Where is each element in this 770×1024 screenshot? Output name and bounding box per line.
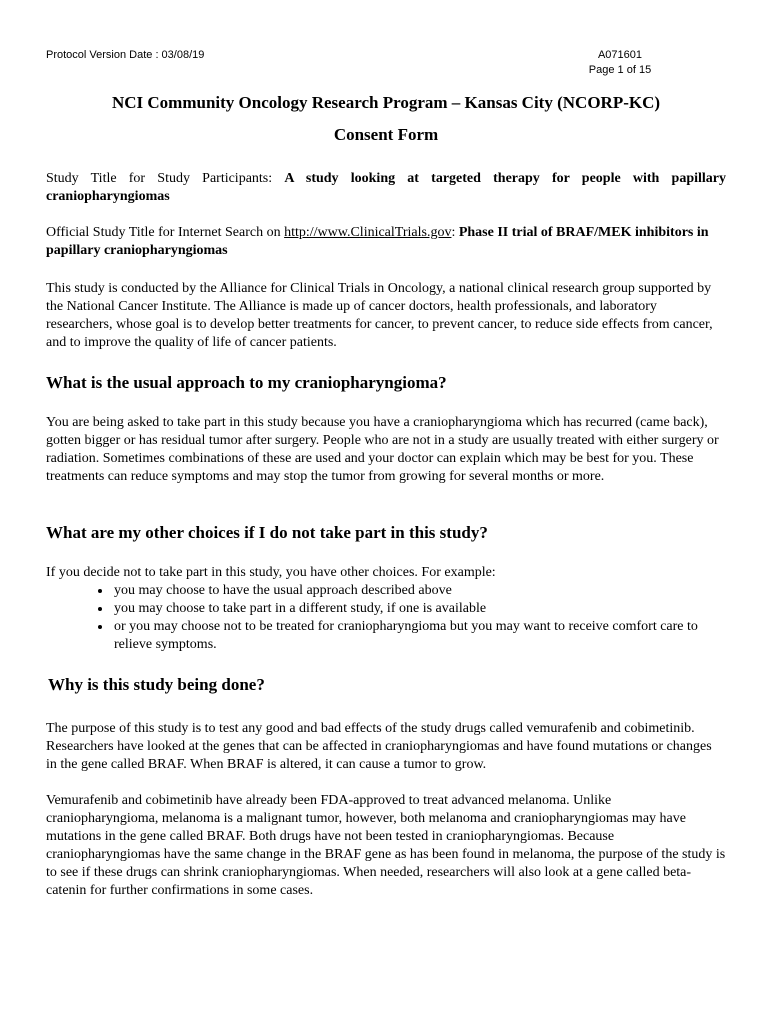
- protocol-number: A071601: [597, 49, 643, 61]
- why-done-paragraph-2: Vemurafenib and cobimetinib have already been FDA-approved to treat advanced melanoma. Unlike craniopharyngioma, melanoma is a malignant tumor, however, both melanoma and craniopharyngiomas may have mutations in the gene called BRAF. Both drugs have not been tested in craniopharyngiomas. Because craniopharyngiomas have the same change in the BRAF gene as has been found in melanoma, the purpose of the study is to see if these drugs can shrink craniopharyngiomas. When needed, researchers will also look at a gene called beta-catenin for further confirmations in some cases.: [46, 793, 726, 898]
- protocol-version-date: Protocol Version Date : 03/08/19: [46, 49, 205, 61]
- list-item: • you may choose to have the usual approach described above: [112, 582, 726, 600]
- other-choices-list: [46, 582, 726, 654]
- list-item: • or you may choose not to be treated for craniopharyngioma but you may want to receive comfort care to relieve symptoms.: [112, 618, 726, 654]
- study-title: A study looking at targeted therapy for people with papillary craniopharyngiomas: [46, 171, 726, 204]
- section-heading-usual-approach: What is the usual approach to my craniopharyngioma?: [46, 373, 447, 392]
- document-title: NCI Community Oncology Research Program – Kansas City (NCORP-KC): [111, 93, 661, 112]
- section-heading-why-done: Why is this study being done?: [48, 675, 265, 694]
- list-item: • you may choose to take part in a different study, if one is available: [112, 600, 726, 618]
- page-indicator: Page 1 of 15: [588, 64, 652, 76]
- usual-approach-paragraph: You are being asked to take part in this study because you have a craniopharyngioma which has recurred (came back), gotten bigger or has residual tumor after surgery. People who are not in a study are usually treated with either surgery or radiation. Sometimes combinations of these are used and your doctor can explain which may be best for you. These treatments can reduce symptoms and may stop the tumor from growing for several months or more.: [46, 415, 719, 484]
- intro-paragraph: This study is conducted by the Alliance for Clinical Trials in Oncology, a national clinical research group supported by the National Cancer Institute. The Alliance is made up of cancer doctors, health professionals, and laboratory researchers, whose goal is to develop better treatments for cancer, to prevent cancer, to reduce side effects from cancer, and to improve the quality of life of cancer patients.: [46, 281, 713, 350]
- official-title-paragraph: [46, 224, 726, 260]
- document-subtitle: Consent Form: [333, 125, 439, 144]
- clinicaltrials-link[interactable]: http://www.ClinicalTrials.gov: [284, 225, 452, 240]
- study-title-label: Study Title for Study Participants:: [46, 171, 285, 186]
- study-title-paragraph: [46, 170, 726, 206]
- other-choices-intro: If you decide not to take part in this study, you have other choices. For example:: [46, 565, 496, 580]
- official-title-separator: :: [451, 225, 459, 240]
- section-heading-other-choices: What are my other choices if I do not take part in this study?: [46, 523, 488, 542]
- document-body: [46, 92, 726, 900]
- page-header-right: [560, 48, 680, 78]
- why-done-paragraph-1: The purpose of this study is to test any good and bad effects of the study drugs called vemurafenib and cobimetinib. Researchers have looked at the genes that can be affected in craniopharyngiomas and have found mutations or changes in the gene called BRAF. When BRAF is altered, it can cause a tumor to grow.: [46, 721, 712, 772]
- official-title-label: Official Study Title for Internet Search on: [46, 225, 285, 240]
- official-title: Phase II trial of BRAF/MEK inhibitors in papillary craniopharyngiomas: [46, 225, 709, 258]
